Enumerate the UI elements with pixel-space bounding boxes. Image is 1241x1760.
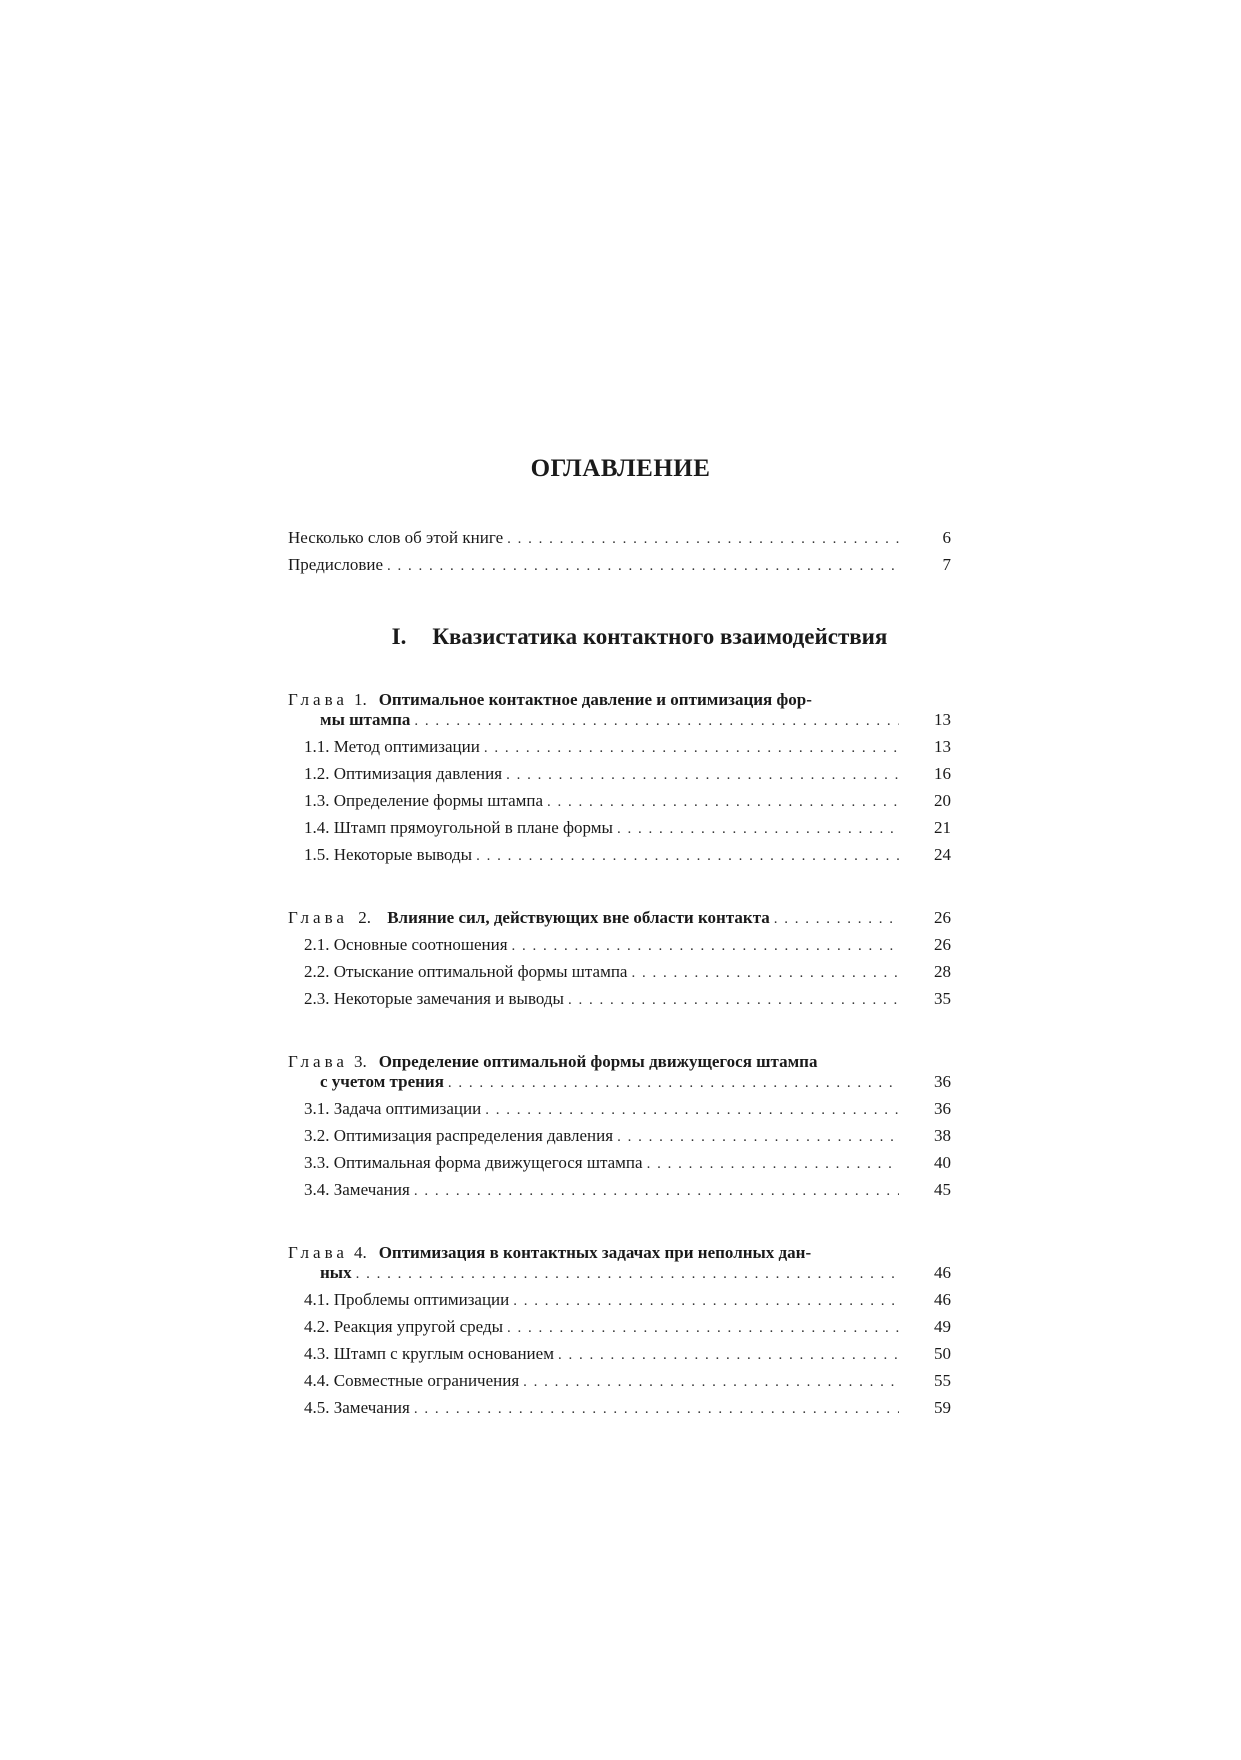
chapter-title-cont: с учетом трения	[320, 1072, 444, 1091]
leader-dots	[617, 819, 899, 839]
leader-dots	[774, 909, 899, 929]
leader-dots	[647, 1154, 899, 1174]
chapter-title-cont: мы штампа	[320, 710, 411, 729]
leader-dots	[547, 792, 899, 812]
toc-page-number: 36	[934, 1072, 951, 1091]
leader-dots	[631, 963, 899, 983]
toc-page-number: 50	[934, 1344, 951, 1363]
toc-page-number: 21	[934, 818, 951, 837]
toc-entry-section[interactable]	[304, 962, 951, 989]
toc-entry-front-matter[interactable]	[288, 528, 951, 555]
chapter-4	[288, 1243, 951, 1425]
section-label: 2.1. Основные соотношения	[304, 935, 508, 954]
leader-dots	[485, 1100, 899, 1120]
toc-entry-section[interactable]	[304, 818, 951, 845]
toc-page-number: 13	[934, 737, 951, 756]
section-label: 4.4. Совместные ограничения	[304, 1371, 520, 1390]
chapter-word: Глава	[288, 908, 348, 927]
section-label: 4.5. Замечания	[304, 1398, 410, 1417]
chapter-title: Оптимизация в контактных задачах при неполных дан-	[378, 1243, 812, 1262]
section-label: 4.3. Штамп с круглым основанием	[304, 1344, 554, 1363]
section-label: 1.2. Оптимизация давления	[304, 764, 503, 783]
leader-dots	[513, 1291, 899, 1311]
toc-page-number: 24	[934, 845, 951, 864]
chapter-number: 4.	[353, 1243, 367, 1262]
section-label: 4.2. Реакция упругой среды	[304, 1317, 504, 1336]
chapter-3	[288, 1052, 951, 1207]
section-label: 3.2. Оптимизация распределения давления	[304, 1126, 614, 1145]
toc-page-number: 7	[942, 555, 951, 574]
chapter-heading-continuation[interactable]	[320, 710, 951, 737]
chapter-heading-line[interactable]	[288, 1243, 951, 1263]
chapter-title: Влияние сил, действующих вне области контакта	[387, 908, 770, 927]
toc-page-number: 36	[934, 1099, 951, 1118]
leader-dots	[512, 936, 899, 956]
toc-page-number: 38	[934, 1126, 951, 1145]
section-label: 4.1. Проблемы оптимизации	[304, 1290, 510, 1309]
chapter-title-cont: ных	[320, 1263, 352, 1282]
toc-page-number: 46	[934, 1263, 951, 1282]
leader-dots	[484, 738, 899, 758]
toc-entry-section[interactable]	[304, 1317, 951, 1344]
toc-page-number: 6	[942, 528, 951, 547]
toc-entry-label: Несколько слов об этой книге	[288, 528, 504, 547]
toc-page-number: 40	[934, 1153, 951, 1172]
chapter-word: Глава	[288, 1243, 348, 1262]
toc-entry-section[interactable]	[304, 989, 951, 1016]
section-label: 2.2. Отыскание оптимальной формы штампа	[304, 962, 628, 981]
leader-dots	[414, 1399, 899, 1419]
toc-page-number: 45	[934, 1180, 951, 1199]
leader-dots	[558, 1345, 899, 1365]
toc-page-number: 16	[934, 764, 951, 783]
chapter-heading-line[interactable]	[288, 1052, 951, 1072]
leader-dots	[507, 529, 899, 549]
section-label: 1.3. Определение формы штампа	[304, 791, 544, 810]
section-label: 2.3. Некоторые замечания и выводы	[304, 989, 564, 1008]
chapter-heading-line[interactable]	[288, 908, 951, 935]
leader-dots	[523, 1372, 899, 1392]
section-label: 3.4. Замечания	[304, 1180, 410, 1199]
toc-entry-section[interactable]	[304, 1344, 951, 1371]
leader-dots	[476, 846, 899, 866]
section-label: 1.4. Штамп прямоугольной в плане формы	[304, 818, 613, 837]
section-label: 3.3. Оптимальная форма движущегося штампа	[304, 1153, 643, 1172]
chapter-number: 1.	[353, 690, 367, 709]
toc-entry-section[interactable]	[304, 1099, 951, 1126]
leader-dots	[356, 1264, 899, 1284]
chapter-number: 3.	[353, 1052, 367, 1071]
chapter-number: 2.	[358, 908, 371, 927]
toc-page-number: 35	[934, 989, 951, 1008]
toc-page-number: 49	[934, 1317, 951, 1336]
toc-entry-section[interactable]	[304, 1153, 951, 1180]
toc-entry-section[interactable]	[304, 1126, 951, 1153]
toc-page-number: 28	[934, 962, 951, 981]
section-label: 1.5. Некоторые выводы	[304, 845, 473, 864]
toc-page-number: 46	[934, 1290, 951, 1309]
leader-dots	[507, 1318, 899, 1338]
chapter-heading-continuation[interactable]	[320, 1263, 951, 1290]
leader-dots	[568, 990, 899, 1010]
leader-dots	[617, 1127, 899, 1147]
chapter-word: Глава	[288, 690, 348, 709]
leader-dots	[387, 556, 899, 576]
chapter-heading-line[interactable]	[288, 690, 951, 710]
toc-page-number: 55	[934, 1371, 951, 1390]
table-of-contents	[288, 528, 951, 1425]
page-title: ОГЛАВЛЕНИЕ	[530, 455, 711, 482]
section-label: 3.1. Задача оптимизации	[304, 1099, 482, 1118]
leader-dots	[414, 711, 899, 731]
chapter-heading-continuation[interactable]	[320, 1072, 951, 1099]
toc-page-number: 26	[934, 935, 951, 954]
toc-entry-section[interactable]	[304, 935, 951, 962]
toc-entry-section[interactable]	[304, 1371, 951, 1398]
chapter-word: Глава	[288, 1052, 348, 1071]
toc-page-number: 59	[934, 1398, 951, 1417]
part-heading	[288, 622, 951, 652]
toc-entry-section[interactable]	[304, 845, 951, 872]
toc-entry-section[interactable]	[304, 1180, 951, 1207]
chapter-2	[288, 908, 951, 1016]
leader-dots	[506, 765, 899, 785]
toc-entry-front-matter[interactable]	[288, 555, 951, 582]
toc-page-number: 13	[934, 710, 951, 729]
chapter-title: Определение оптимальной формы движущегося штампа	[378, 1052, 818, 1071]
section-label: 1.1. Метод оптимизации	[304, 737, 480, 756]
leader-dots	[448, 1073, 899, 1093]
toc-page-number: 26	[934, 908, 951, 927]
leader-dots	[414, 1181, 899, 1201]
toc-entry-section[interactable]	[304, 1290, 951, 1317]
toc-entry-section[interactable]	[304, 1398, 951, 1425]
toc-entry-section[interactable]	[304, 791, 951, 818]
chapter-title: Оптимальное контактное давление и оптимизация фор-	[378, 690, 812, 709]
toc-entry-section[interactable]	[304, 764, 951, 791]
part-number: I.	[391, 624, 407, 649]
toc-page-number: 20	[934, 791, 951, 810]
part-title: Квазистатика контактного взаимодействия	[432, 624, 888, 649]
toc-entry-section[interactable]	[304, 737, 951, 764]
chapter-1	[288, 690, 951, 872]
toc-entry-label: Предисловие	[288, 555, 384, 574]
